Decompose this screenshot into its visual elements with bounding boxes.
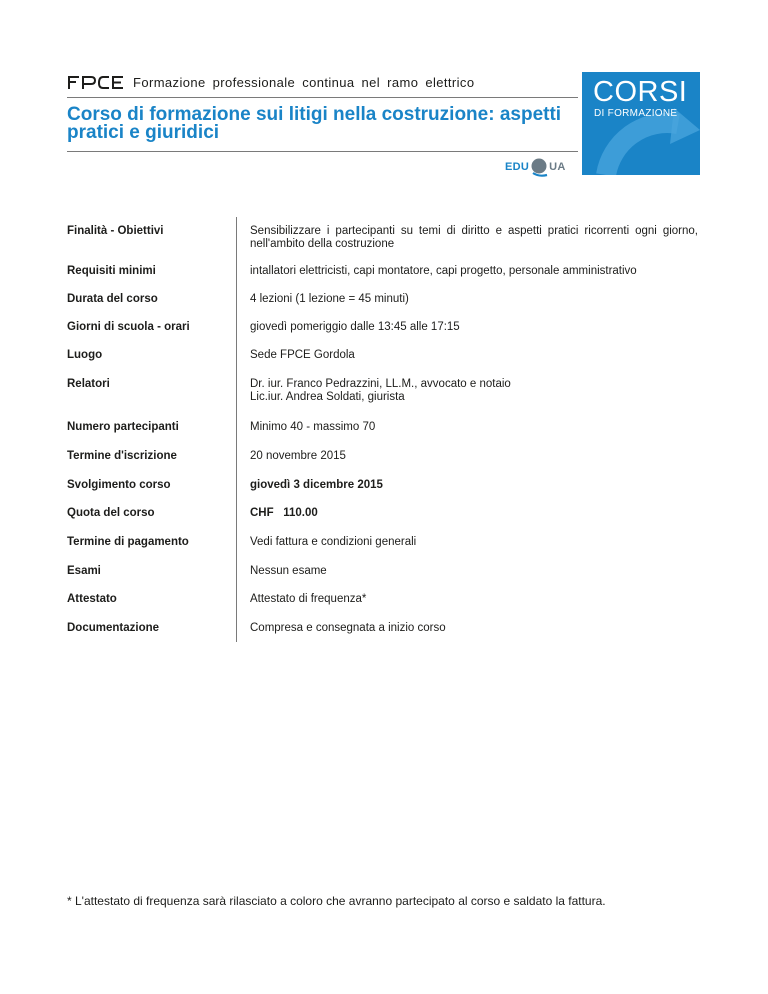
- q-icon: [530, 157, 548, 177]
- footnote: * L'attestato di frequenza sarà rilasciato a coloro che avranno partecipato al corso e saldato la fattura.: [67, 894, 606, 908]
- fpce-logo-icon: [67, 75, 125, 89]
- detail-label: Numero partecipanti: [67, 421, 179, 433]
- detail-label: Finalità - Obiettivi: [67, 225, 164, 237]
- detail-label: Svolgimento corso: [67, 479, 171, 491]
- badge-title: CORSI: [593, 76, 688, 108]
- detail-label: Quota del corso: [67, 507, 155, 519]
- detail-value: CHF 110.00: [250, 507, 318, 519]
- relatore-1: Dr. iur. Franco Pedrazzini, LL.M., avvocato e notaio: [250, 378, 511, 390]
- detail-value: Compresa e consegnata a inizio corso: [250, 622, 446, 634]
- detail-value: [250, 378, 698, 404]
- table-divider: [236, 217, 237, 642]
- detail-value: 20 novembre 2015: [250, 450, 346, 462]
- relatore-2: Lic.iur. Andrea Soldati, giurista: [250, 391, 405, 403]
- detail-label: Durata del corso: [67, 293, 158, 305]
- detail-value: giovedì pomeriggio dalle 13:45 alle 17:15: [250, 321, 460, 333]
- detail-label: Requisiti minimi: [67, 265, 156, 277]
- detail-value: Vedi fattura e condizioni generali: [250, 536, 417, 548]
- badge-subtitle: DI FORMAZIONE: [594, 108, 678, 119]
- detail-value: intallatori elettricisti, capi montatore, capi progetto, personale amministrativo: [250, 265, 637, 277]
- eduqua-text-part1: EDU: [505, 161, 530, 173]
- header-rule-top: [67, 97, 578, 98]
- detail-value: 4 lezioni (1 lezione = 45 minuti): [250, 293, 409, 305]
- page-title: Corso di formazione sui litigi nella costruzione: aspetti pratici e giuridici: [67, 104, 562, 143]
- detail-label: Esami: [67, 565, 101, 577]
- corsi-badge: [582, 72, 700, 175]
- detail-label: Relatori: [67, 378, 110, 390]
- detail-value: giovedì 3 dicembre 2015: [250, 479, 383, 491]
- header-logo-row: [67, 72, 474, 92]
- detail-label: Luogo: [67, 349, 103, 361]
- eduqua-logo: [505, 155, 566, 179]
- tagline: Formazione professionale continua nel ramo elettrico: [133, 74, 475, 90]
- detail-value: Minimo 40 - massimo 70: [250, 421, 376, 433]
- detail-value: Sede FPCE Gordola: [250, 349, 355, 361]
- header-rule-bottom: [67, 151, 578, 152]
- eduqua-text-part2: UA: [549, 161, 566, 173]
- detail-label: Giorni di scuola - orari: [67, 321, 190, 333]
- detail-value: Attestato di frequenza*: [250, 593, 367, 605]
- detail-value: Sensibilizzare i partecipanti su temi di diritto e aspetti pratici ricorrenti ogni giorno, nell'ambito della costruzione: [250, 225, 698, 250]
- detail-label: Documentazione: [67, 622, 160, 634]
- detail-value: Nessun esame: [250, 565, 327, 577]
- detail-label: Termine d'iscrizione: [67, 450, 177, 462]
- detail-label: Termine di pagamento: [67, 536, 189, 548]
- detail-label: Attestato: [67, 593, 117, 605]
